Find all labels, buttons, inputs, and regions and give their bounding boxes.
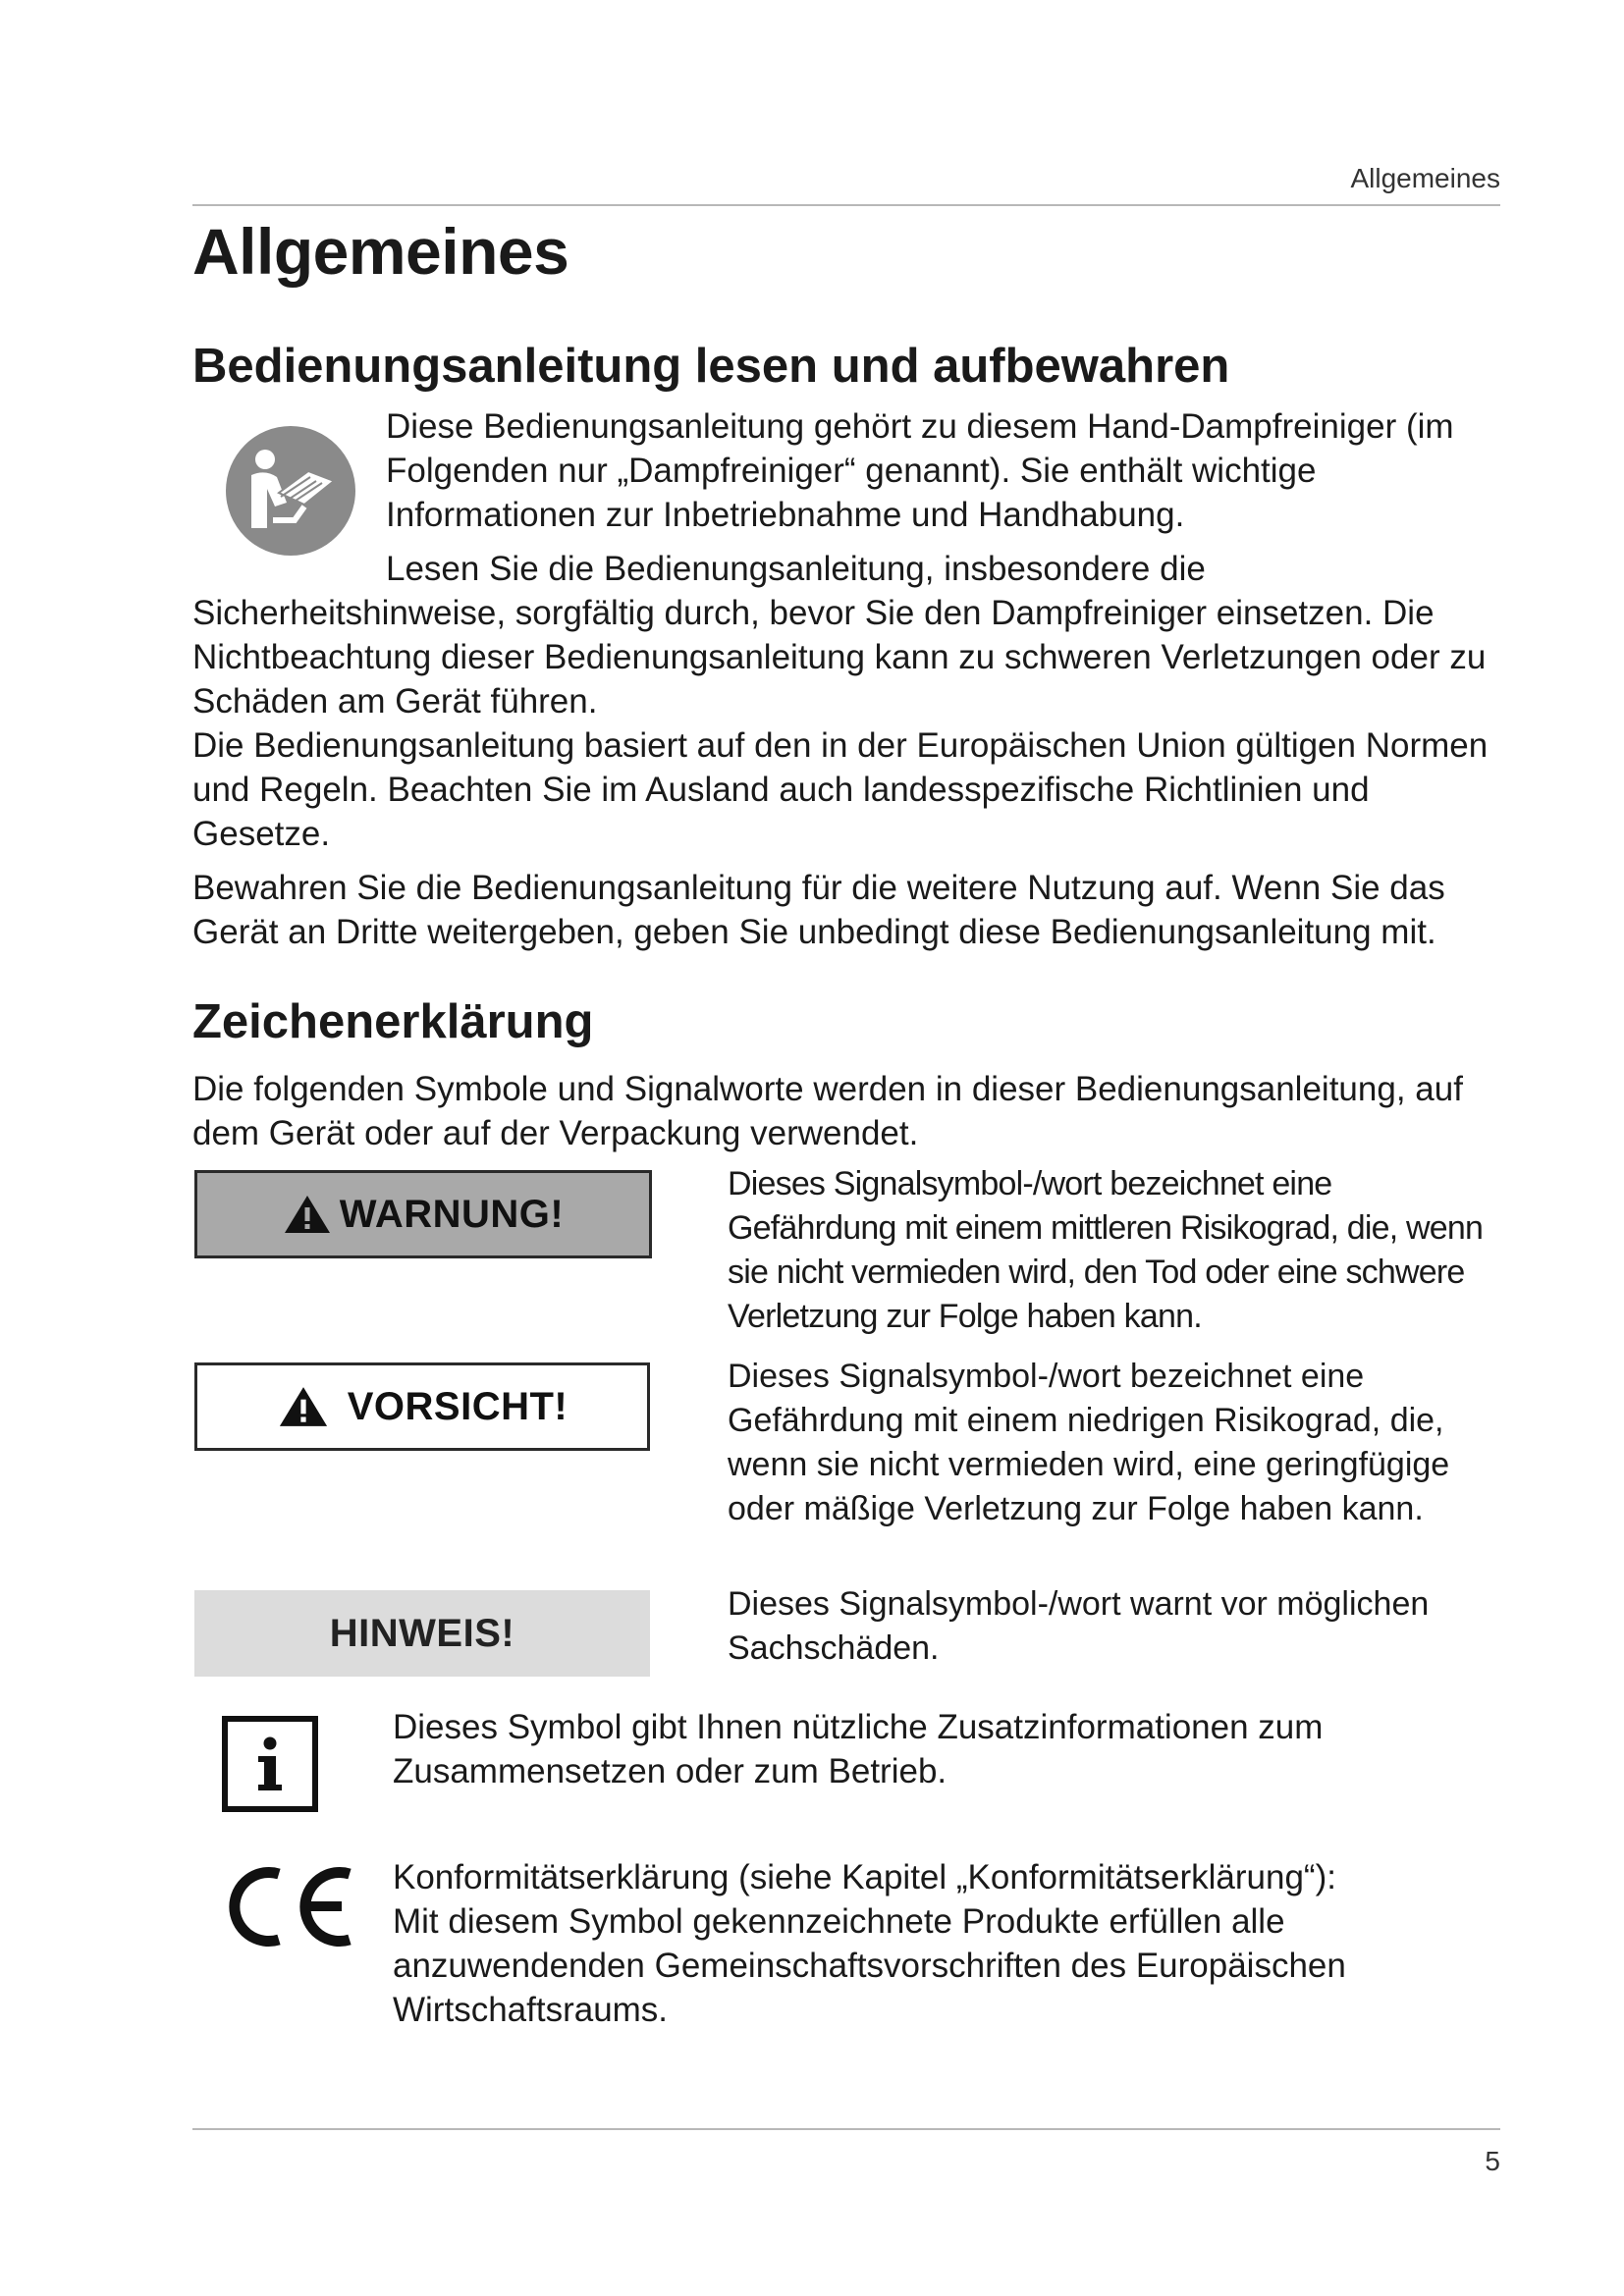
warning-description: Dieses Signalsymbol-/wort bezeichnet eine Gefährdung mit einem mittleren Risikograd, die, wenn sie nicht vermieden wird, den Tod oder eine schwere Verletzung zur Folge haben kann.: [728, 1165, 1484, 1335]
ce-mark-icon: [224, 1860, 355, 1953]
warning-signal-box: [194, 1170, 652, 1258]
section-heading-manual: Bedienungsanleitung lesen und aufbewahren: [192, 340, 1230, 393]
header-rule: [192, 204, 1500, 206]
running-header: Allgemeines: [1350, 163, 1500, 193]
caution-signal-box: [194, 1362, 650, 1451]
note-signal-box: [194, 1590, 650, 1677]
caution-triangle-icon: [277, 1385, 330, 1428]
page-title: Allgemeines: [192, 215, 569, 288]
footer-rule: [192, 2128, 1500, 2130]
ce-description: Mit diesem Symbol gekennzeichnete Produkte erfüllen alle anzuwendenden Gemeinschaftsvorschriften des Europäischen Wirtschaftsraums.: [393, 1902, 1346, 2029]
read-instructions-text: Sicherheitshinweise, sorgfältig durch, bevor Sie den Dampfreiniger einsetzen. Die Nichtbeachtung dieser Bedienungsanleitung kann zu schweren Verletzungen oder zu Schäden am Gerät führen.: [192, 594, 1487, 721]
caution-description: Dieses Signalsymbol-/wort bezeichnet eine Gefährdung mit einem niedrigen Risikograd, die, wenn sie nicht vermieden wird, eine geringfügige oder mäßige Verletzung zur Folge haben kann.: [728, 1358, 1450, 1527]
info-symbol-text: Dieses Symbol gibt Ihnen nützliche Zusatzinformationen zum Zusammensetzen oder zum Betrieb.: [393, 1708, 1324, 1790]
ce-title: Konformitätserklärung (siehe Kapitel „Konformitätserklärung“):: [393, 1858, 1336, 1896]
warning-label: WARNUNG!: [339, 1192, 565, 1236]
note-label: HINWEIS!: [329, 1611, 515, 1655]
info-icon: [222, 1716, 318, 1812]
symbols-intro-text: Die folgenden Symbole und Signalworte werden in dieser Bedienungsanleitung, auf dem Gerät oder auf der Verpackung verwendet.: [192, 1070, 1463, 1152]
caution-label: VORSICHT!: [347, 1384, 568, 1428]
read-manual-icon: [224, 424, 357, 558]
manual-intro-text: Diese Bedienungsanleitung gehört zu diesem Hand-Dampfreiniger (im Folgenden nur „Dampfreiniger“ genannt). Sie enthält wichtige Informationen zur Inbetriebnahme und Handhabung.: [386, 407, 1454, 534]
warning-triangle-icon: [283, 1194, 332, 1235]
section-heading-symbols: Zeichenerklärung: [192, 995, 594, 1048]
note-description: Dieses Signalsymbol-/wort warnt vor möglichen Sachschäden.: [728, 1585, 1430, 1667]
page-number: 5: [1485, 2146, 1500, 2176]
keep-manual-text: Bewahren Sie die Bedienungsanleitung für die weitere Nutzung auf. Wenn Sie das Gerät an Dritte weitergeben, geben Sie unbedingt diese Bedienungsanleitung mit.: [192, 869, 1445, 951]
norms-text: Die Bedienungsanleitung basiert auf den in der Europäischen Union gültigen Normen und Regeln. Beachten Sie im Ausland auch landesspezifische Richtlinien und Gesetze.: [192, 726, 1489, 853]
read-instructions-first-line: Lesen Sie die Bedienungsanleitung, insbesondere die: [386, 550, 1206, 588]
